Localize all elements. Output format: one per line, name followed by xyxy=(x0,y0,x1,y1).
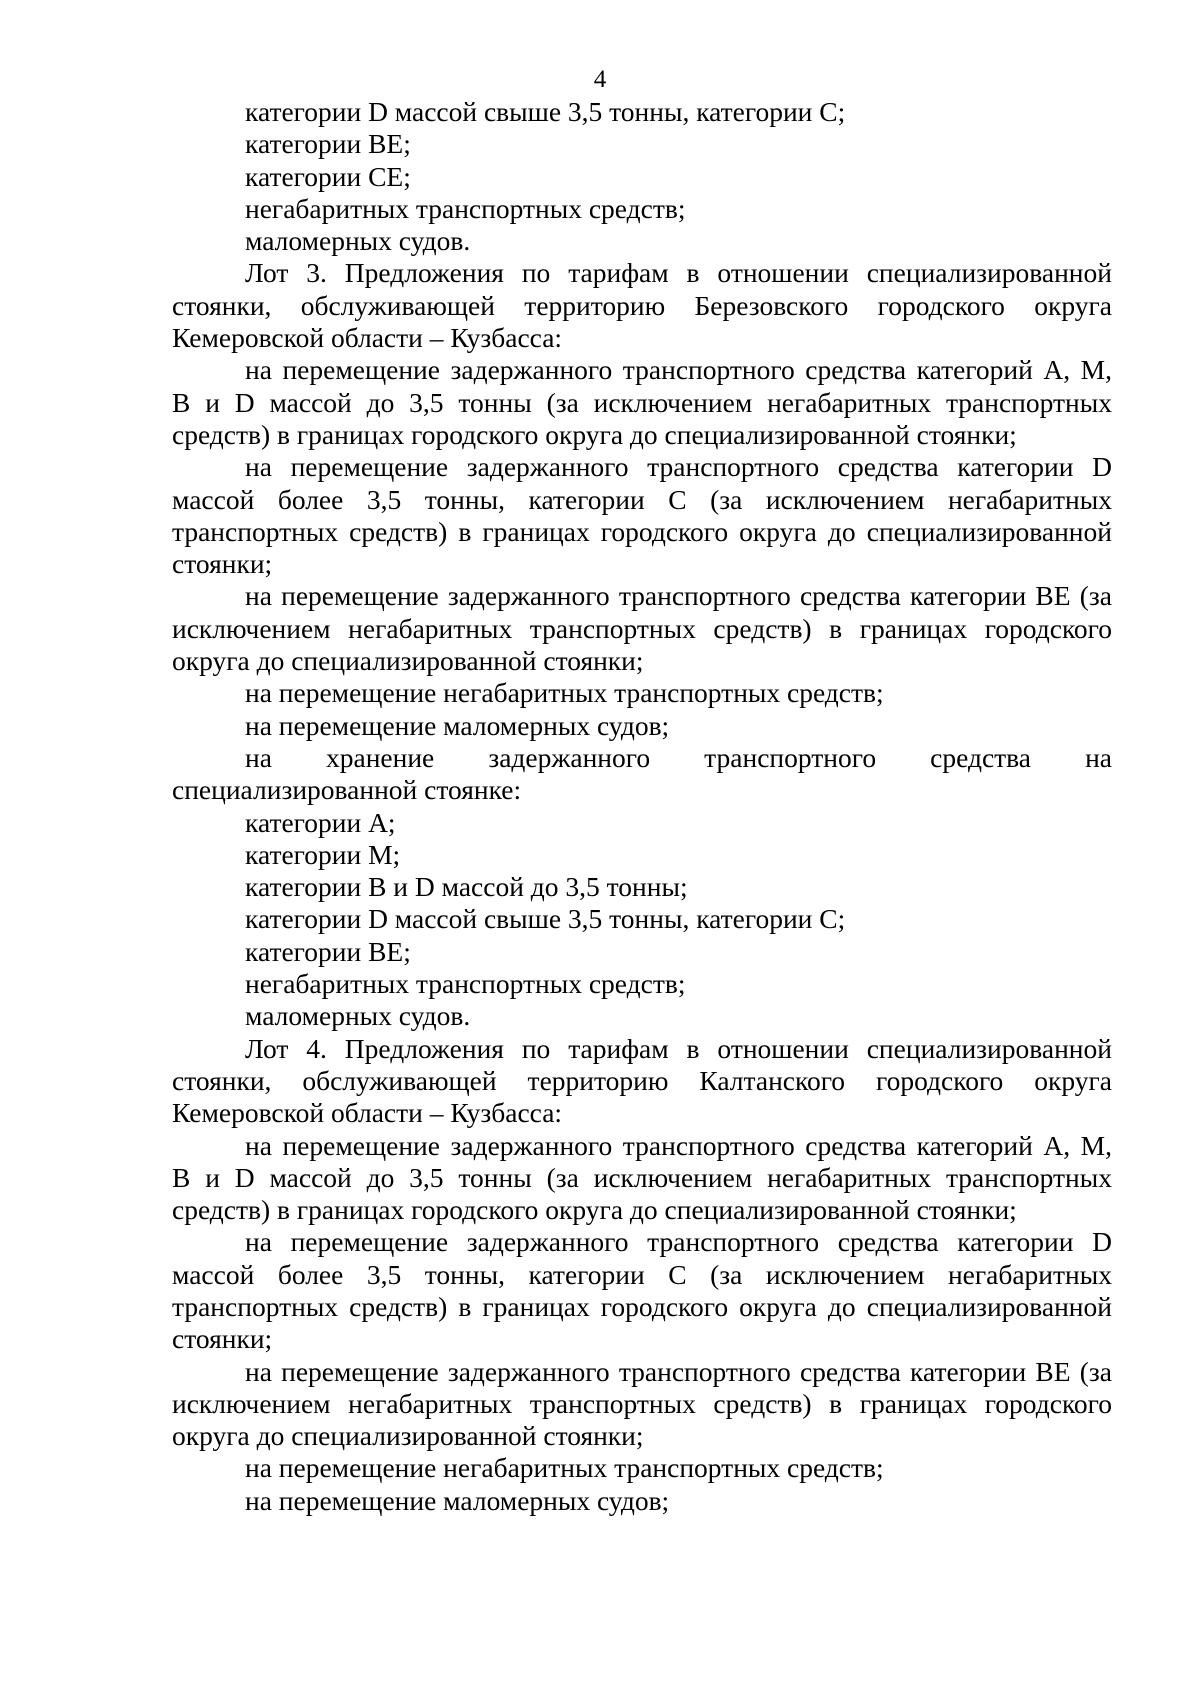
list-item: негабаритных транспортных средств; xyxy=(245,968,686,1000)
lot-3-move-amb: на перемещение задержанного транспортного средства категорий A, M, B и D массой до 3,5 тонны (за исключением негабаритных транспортных средств) в границах городского округа до специализированной стоянки; xyxy=(172,354,1112,450)
lot-4-move-amb: на перемещение задержанного транспортного средства категорий A, M, B и D массой до 3,5 тонны (за исключением негабаритных транспортных средств) в границах городского округа до специализированной стоянки; xyxy=(172,1129,1112,1226)
lot-4-move-boats: на перемещение маломерных судов; xyxy=(245,1484,670,1516)
list-item: категории M; xyxy=(245,838,401,870)
list-item: категории D массой свыше 3,5 тонны, категории C; xyxy=(245,96,846,127)
list-item: категории CE; xyxy=(245,160,411,192)
list-item: категории BE; xyxy=(245,935,411,967)
lot-4-move-oversize: на перемещение негабаритных транспортных средств; xyxy=(245,1452,884,1484)
lot-4-move-dc: на перемещение задержанного транспортного средства категории D массой более 3,5 тонны, категории C (за исключением негабаритных транспортных средств) в границах городского округа до специализированной стоянки; xyxy=(172,1226,1112,1355)
lot-3-move-be: на перемещение задержанного транспортного средства категории BE (за исключением негабаритных транспортных средств) в границах городского округа до специализированной стоянки; xyxy=(172,580,1112,677)
page-number: 4 xyxy=(593,66,607,93)
list-item: маломерных судов. xyxy=(245,1000,471,1032)
list-item: категории B и D массой до 3,5 тонны; xyxy=(245,871,688,903)
lot-3-move-boats: на перемещение маломерных судов; xyxy=(245,709,670,741)
lot-4-intro: Лот 4. Предложения по тарифам в отношении специализированной стоянки, обслуживающей территорию Калтанского городского округа Кемеровской области – Кузбасса: xyxy=(172,1032,1112,1129)
lot-3-move-oversize: на перемещение негабаритных транспортных средств; xyxy=(245,677,884,709)
lot-3-storage: на хранение задержанного транспортного средства на специализированной стоянке: xyxy=(172,741,1112,806)
lot-3-move-dc: на перемещение задержанного транспортного средства категории D массой более 3,5 тонны, категории C (за исключением негабаритных транспортных средств) в границах городского округа до специализированной стоянки; xyxy=(172,451,1112,580)
document-body xyxy=(172,96,1112,1517)
list-item: негабаритных транспортных средств; xyxy=(245,192,686,224)
lot-4-move-be: на перемещение задержанного транспортного средства категории BE (за исключением негабаритных транспортных средств) в границах городского округа до специализированной стоянки; xyxy=(172,1355,1112,1452)
list-item: категории BE; xyxy=(245,128,411,160)
list-item: маломерных судов. xyxy=(245,225,471,257)
list-item: категории A; xyxy=(245,806,396,838)
list-item: категории D массой свыше 3,5 тонны, категории C; xyxy=(245,903,846,935)
lot-3-intro: Лот 3. Предложения по тарифам в отношении специализированной стоянки, обслуживающей территорию Березовского городского округа Кемеровской области – Кузбасса: xyxy=(172,257,1112,354)
